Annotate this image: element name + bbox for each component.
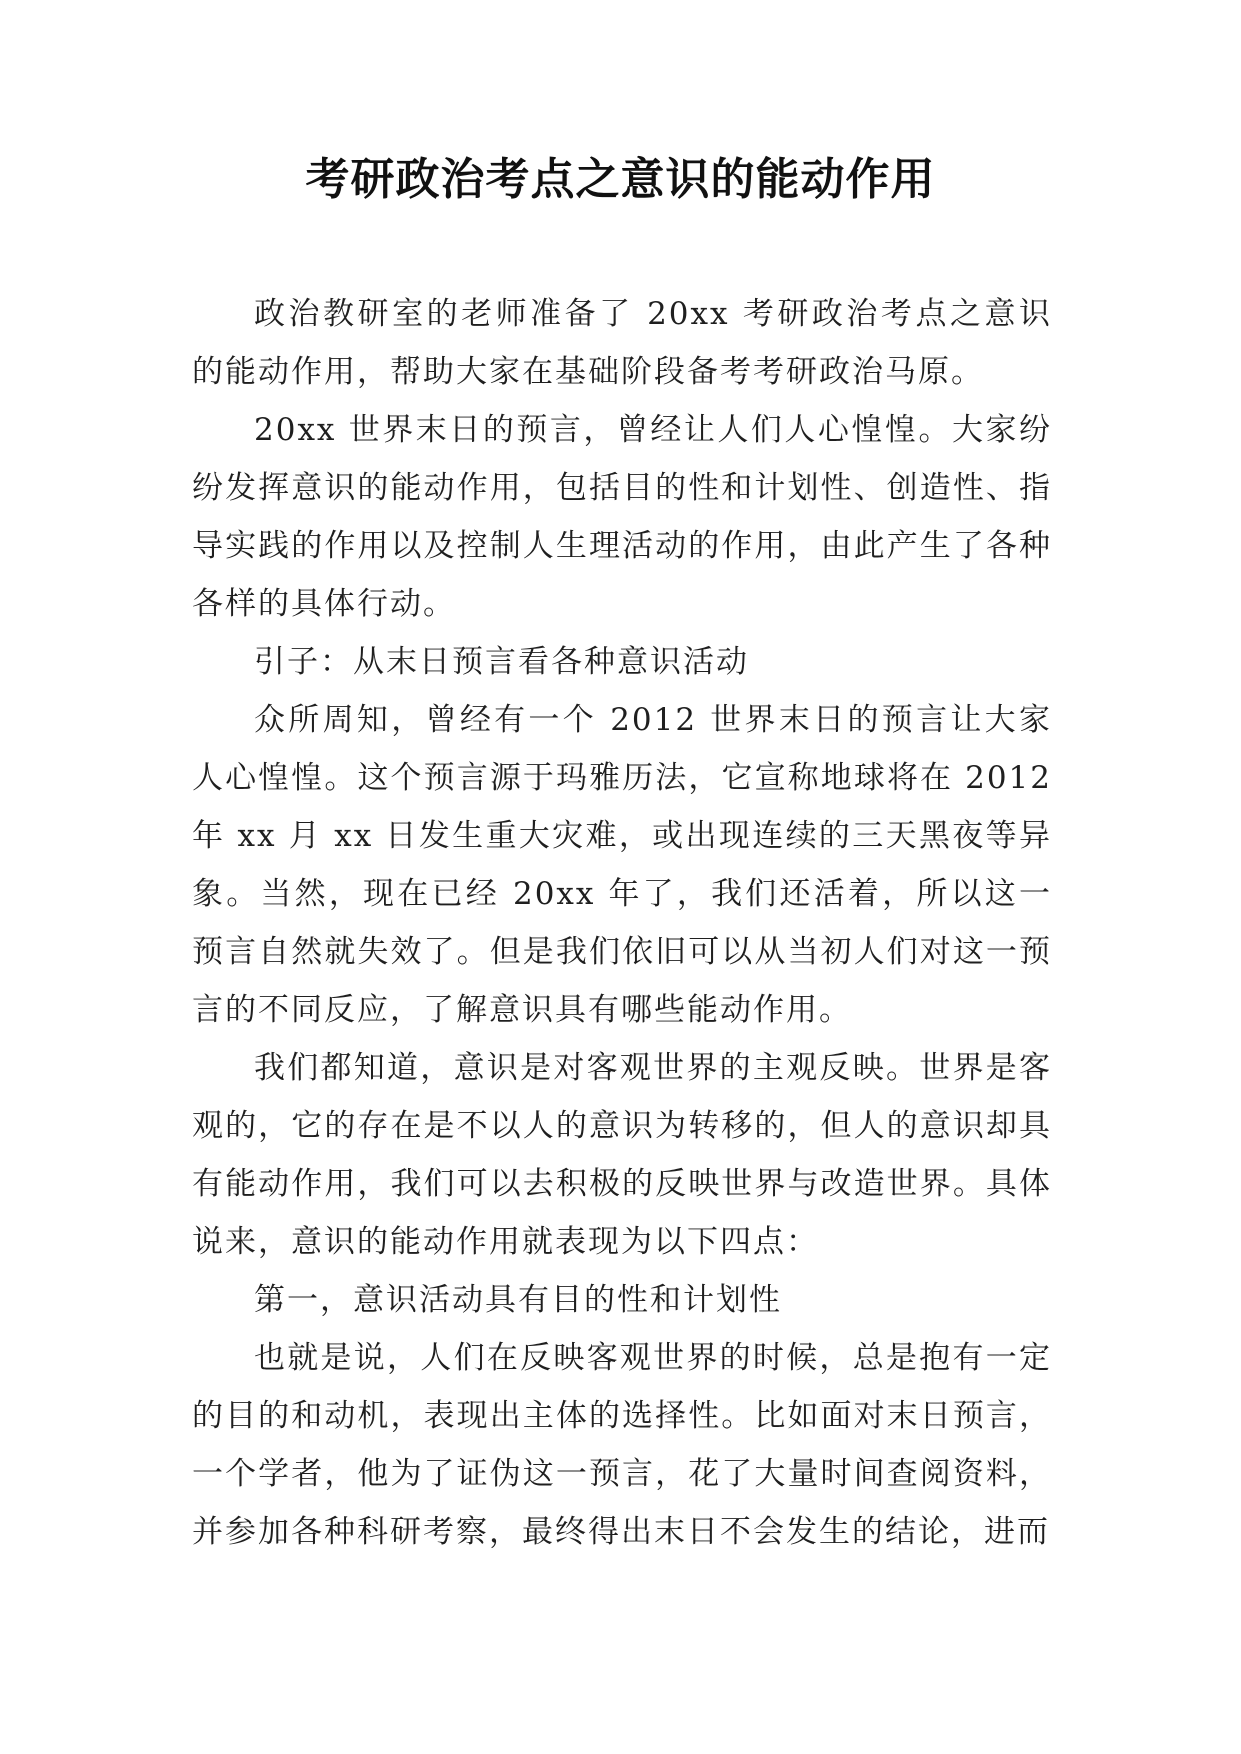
paragraph-point-one-heading: 第一，意识活动具有目的性和计划性 — [254, 1282, 782, 1318]
paragraph-lead-heading: 引子：从末日预言看各种意识活动 — [254, 644, 749, 680]
paragraph-doomsday-overview: 20xx 世界末日的预言，曾经让人们人心惶惶。大家纷纷发挥意识的能动作用，包括目的性和计划性、创造性、指导实践的作用以及控制人生理活动的作用，由此产生了各种各样的具体行动。 — [192, 412, 1052, 622]
paragraph-point-one-detail: 也就是说，人们在反映客观世界的时候，总是抱有一定的目的和动机，表现出主体的选择性。比如面对末日预言，一个学者，他为了证伪这一预言，花了大量时间查阅资料，并参加各种科研考察，最终得出末日不会发生的结论，进而 — [192, 1340, 1052, 1550]
document-body — [192, 285, 1052, 1561]
paragraph-maya-prophecy: 众所周知，曾经有一个 2012 世界末日的预言让大家人心惶惶。这个预言源于玛雅历法，它宣称地球将在 2012 年 xx 月 xx 日发生重大灾难，或出现连续的三天黑夜等异象。当然，现在已经 20xx 年了，我们还活着，所以这一预言自然就失效了。但是我们依旧可以从当初人们对这一预言的不同反应，了解意识具有哪些能动作用。 — [192, 702, 1052, 1028]
paragraph-intro: 政治教研室的老师准备了 20xx 考研政治考点之意识的能动作用，帮助大家在基础阶段备考考研政治马原。 — [192, 296, 1052, 390]
paragraph-consciousness-definition: 我们都知道，意识是对客观世界的主观反映。世界是客观的，它的存在是不以人的意识为转移的，但人的意识却具有能动作用，我们可以去积极的反映世界与改造世界。具体说来，意识的能动作用就表现为以下四点： — [192, 1050, 1052, 1260]
document-title: 考研政治考点之意识的能动作用 — [305, 154, 936, 205]
